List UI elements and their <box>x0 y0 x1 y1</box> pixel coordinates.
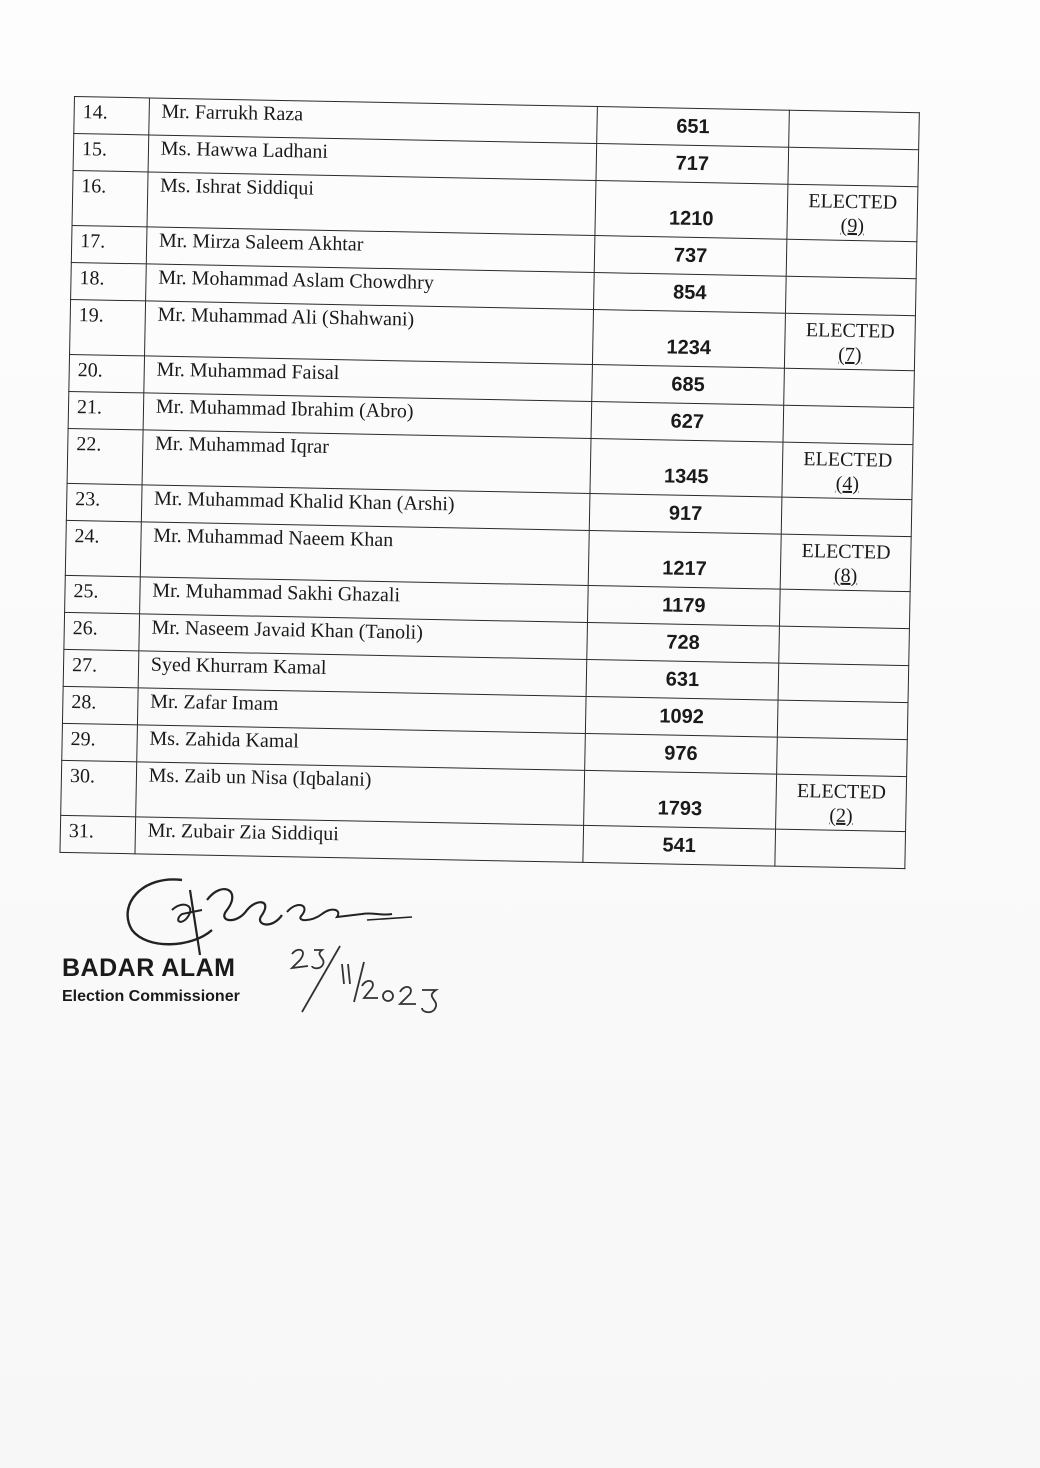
vote-count-cell: 717 <box>596 144 789 185</box>
candidate-name-cell: Ms. Ishrat Siddiqui <box>147 172 596 236</box>
elected-label: ELECTED <box>805 319 895 343</box>
vote-count-cell: 917 <box>589 493 782 534</box>
elected-label: ELECTED <box>803 448 893 472</box>
candidate-name-cell: Mr. Muhammad Khalid Khan (Arshi) <box>141 485 589 531</box>
result-status-cell <box>780 589 910 628</box>
serial-number-cell: 18. <box>71 262 146 300</box>
vote-count-cell: 854 <box>593 273 786 314</box>
serial-number-cell: 25. <box>65 575 140 613</box>
result-status-cell <box>778 700 908 739</box>
candidate-name-cell: Mr. Muhammad Ibrahim (Abro) <box>143 393 591 439</box>
vote-count-cell: 685 <box>591 364 784 405</box>
result-status-cell <box>786 276 916 315</box>
serial-number-cell: 31. <box>60 815 135 853</box>
candidate-name-cell: Mr. Muhammad Iqrar <box>142 430 591 494</box>
serial-number-cell: 22. <box>67 428 143 484</box>
results-table-body <box>60 97 919 869</box>
candidate-name-cell: Mr. Muhammad Sakhi Ghazali <box>139 577 587 623</box>
serial-number-cell: 19. <box>70 299 146 355</box>
signatory-name: BADAR ALAM <box>62 954 236 982</box>
serial-number-cell: 21. <box>68 391 143 429</box>
vote-count-cell: 631 <box>586 659 779 700</box>
vote-count-cell: 737 <box>594 236 787 277</box>
result-status-cell <box>785 313 916 370</box>
vote-count-cell: 1092 <box>585 696 778 737</box>
vote-count-cell: 1234 <box>592 310 786 369</box>
vote-count-cell: 728 <box>586 622 779 663</box>
results-sheet <box>59 96 919 869</box>
handwritten-date <box>284 942 454 1022</box>
result-status-cell <box>779 626 909 665</box>
serial-number-cell: 14. <box>74 97 149 135</box>
result-status-cell <box>777 737 907 776</box>
result-status-cell <box>784 368 914 407</box>
result-status-cell <box>788 147 918 186</box>
result-status-cell <box>787 239 917 278</box>
vote-count-cell: 1345 <box>590 438 784 497</box>
serial-number-cell: 26. <box>64 612 139 650</box>
vote-count-cell: 1793 <box>583 770 777 829</box>
serial-number-cell: 15. <box>73 134 148 172</box>
elected-rank: (4) <box>835 472 860 496</box>
result-status-cell <box>778 663 908 702</box>
vote-count-cell: 651 <box>596 107 789 148</box>
elected-rank: (8) <box>833 564 858 588</box>
serial-number-cell: 20. <box>69 354 144 392</box>
candidate-name-cell: Syed Khurram Kamal <box>138 651 586 697</box>
candidate-name-cell: Mr. Naseem Javaid Khan (Tanoli) <box>139 614 587 660</box>
candidate-name-cell: Mr. Zubair Zia Siddiqui <box>135 817 583 863</box>
election-results-table <box>59 96 919 869</box>
result-status-cell <box>775 829 905 868</box>
signatory-title: Election Commissioner <box>62 988 240 1005</box>
candidate-name-cell: Mr. Mirza Saleem Akhtar <box>146 227 594 273</box>
vote-count-cell: 976 <box>584 733 777 774</box>
candidate-name-cell: Mr. Muhammad Naeem Khan <box>140 522 589 586</box>
signature-block <box>62 870 482 1030</box>
result-status-cell <box>787 184 918 241</box>
candidate-name-cell: Mr. Mohammad Aslam Chowdhry <box>145 264 593 310</box>
vote-count-cell: 541 <box>582 825 775 866</box>
elected-label: ELECTED <box>796 780 887 804</box>
serial-number-cell: 24. <box>65 520 141 576</box>
result-status-cell <box>776 774 907 831</box>
candidate-name-cell: Ms. Hawwa Ladhani <box>148 135 596 181</box>
serial-number-cell: 23. <box>66 483 141 521</box>
serial-number-cell: 17. <box>71 225 146 263</box>
elected-rank: (9) <box>840 214 865 238</box>
result-status-cell <box>782 497 912 536</box>
serial-number-cell: 16. <box>72 170 148 226</box>
result-status-cell <box>781 534 912 591</box>
vote-count-cell: 1210 <box>594 181 788 240</box>
candidate-name-cell: Ms. Zaib un Nisa (Iqbalani) <box>135 762 584 826</box>
elected-rank: (2) <box>829 804 853 828</box>
candidate-name-cell: Mr. Muhammad Faisal <box>144 356 592 402</box>
elected-rank: (7) <box>837 343 862 367</box>
vote-count-cell: 627 <box>591 401 784 442</box>
candidate-name-cell: Mr. Muhammad Ali (Shahwani) <box>144 301 593 365</box>
serial-number-cell: 29. <box>62 723 137 761</box>
result-status-cell <box>783 405 913 444</box>
serial-number-cell: 28. <box>62 686 137 724</box>
result-status-cell <box>782 442 913 499</box>
elected-label: ELECTED <box>801 540 891 564</box>
candidate-name-cell: Mr. Farrukh Raza <box>149 98 597 144</box>
result-status-cell <box>789 110 919 149</box>
candidate-name-cell: Ms. Zahida Kamal <box>137 725 585 771</box>
serial-number-cell: 27. <box>63 649 138 687</box>
vote-count-cell: 1179 <box>587 585 780 626</box>
candidate-name-cell: Mr. Zafar Imam <box>137 688 585 734</box>
vote-count-cell: 1217 <box>588 530 782 589</box>
elected-label: ELECTED <box>808 190 898 214</box>
serial-number-cell: 30. <box>61 760 137 816</box>
